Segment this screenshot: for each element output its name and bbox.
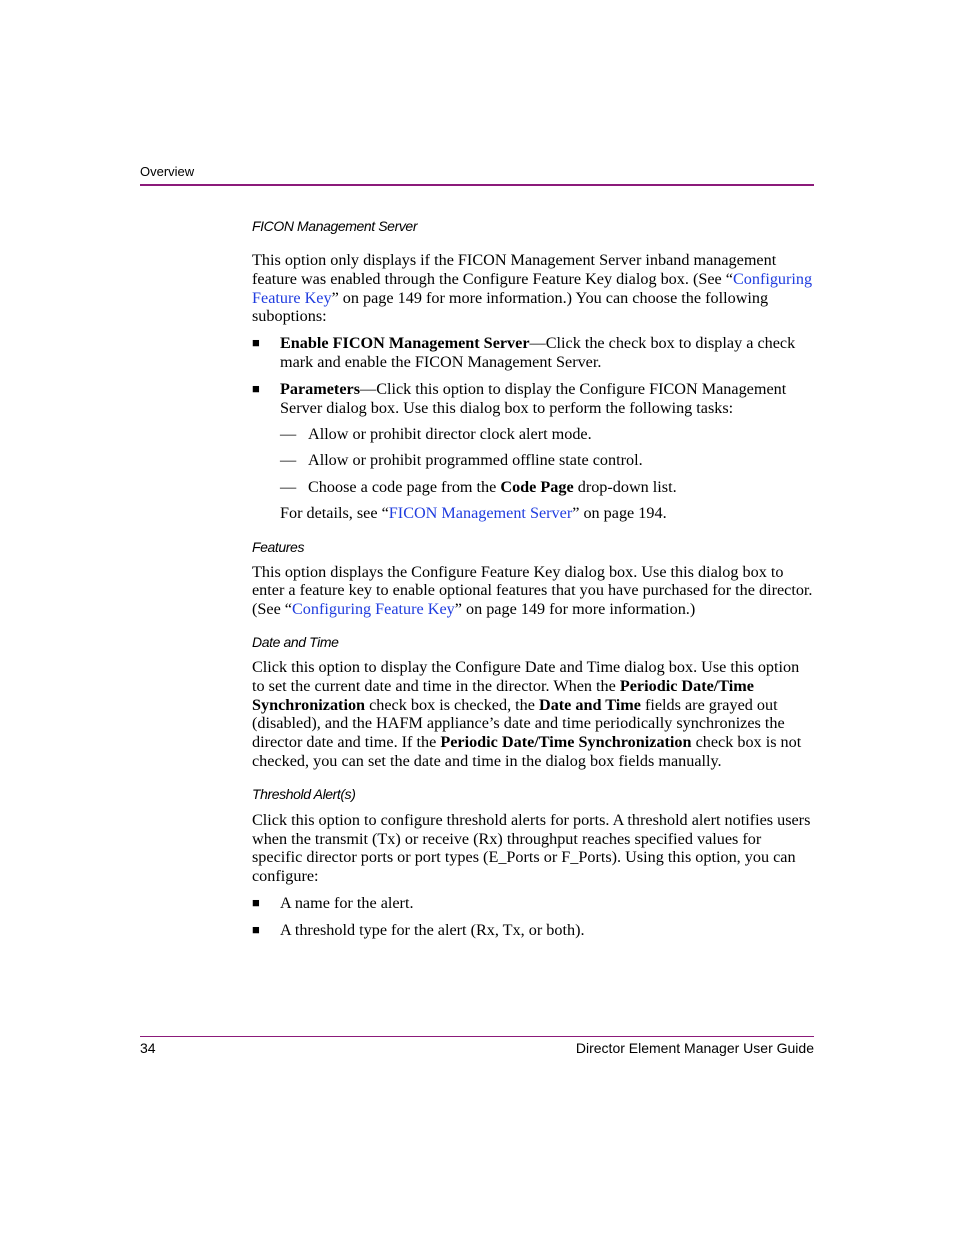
configuring-feature-key-link[interactable]: Configuring Feature Key: [292, 600, 455, 619]
bullet-icon: ■: [252, 380, 260, 396]
threshold-heading: Threshold Alert(s): [252, 785, 356, 802]
dash-item: — Allow or prohibit programmed offline state control.: [280, 451, 643, 470]
configuring-feature-key-link[interactable]: Configuring Feature Key: [252, 269, 813, 307]
threshold-text: Click this option to configure threshold alerts for ports. A threshold alert notifies users when the transmit (Tx) or receive (Rx) throughput reaches specified values for specific director ports or port types (E_Ports or F_Ports). Using this option, you can configure:: [252, 810, 811, 886]
document-title: Director Element Manager User Guide: [575, 1040, 814, 1056]
bullet-alert-name: ■ A name for the alert.: [252, 893, 414, 912]
bullet-icon: ■: [252, 921, 260, 937]
footer-rule: [140, 1036, 814, 1037]
date-time-text: Click this option to display the Configure Date and Time dialog box. Use this option to set the current date and time in the director. When the Periodic Date/Time Synchronization check box is checked, the Date and Time fields are grayed out (disabled), and the HAFM appliance’s date and time periodically synchronizes the director date and time. If the Periodic Date/Time Synchronization check box is not checked, you can set the date and time in the dialog box fields manually.: [252, 657, 802, 770]
ficon-details: For details, see “FICON Management Server” on page 194.: [280, 503, 667, 522]
dash-item: — Allow or prohibit director clock alert mode.: [280, 425, 592, 444]
dash-item: — Choose a code page from the Code Page drop-down list.: [280, 477, 677, 496]
dash-icon: —: [280, 477, 297, 496]
running-header: Overview: [140, 164, 195, 179]
page-content: [252, 218, 814, 940]
dash-icon: —: [280, 425, 297, 444]
date-time-heading: Date and Time: [252, 633, 339, 650]
features-heading: Features: [252, 538, 305, 555]
ficon-management-server-link[interactable]: FICON Management Server: [388, 503, 573, 522]
bullet-threshold-type: ■ A threshold type for the alert (Rx, Tx, or both).: [252, 920, 585, 939]
page-number: 34: [140, 1040, 156, 1056]
bullet-parameters: ■ Parameters—Click this option to display the Configure FICON Management Server dialog box. Use this dialog box to perform the following tasks:: [252, 379, 787, 417]
header-rule: [140, 184, 814, 186]
features-text: This option displays the Configure Feature Key dialog box. Use this dialog box to enter a feature key to enable optional features that you have purchased for the director. (See “Configuring Feature Key” on page 149 for more information.): [252, 562, 813, 619]
ficon-intro: This option only displays if the FICON Management Server inband management feature was enabled through the Configure Feature Key dialog box. (See “Configuring Feature Key” on page 149 for more information.) You can choose the following suboptions:: [252, 251, 813, 326]
bullet-icon: ■: [252, 335, 260, 351]
dash-icon: —: [280, 451, 297, 470]
ficon-heading: FICON Management Server: [252, 218, 418, 234]
bullet-enable-ficon: ■ Enable FICON Management Server—Click the check box to display a check mark and enable the FICON Management Server.: [252, 334, 796, 371]
bullet-icon: ■: [252, 894, 260, 910]
